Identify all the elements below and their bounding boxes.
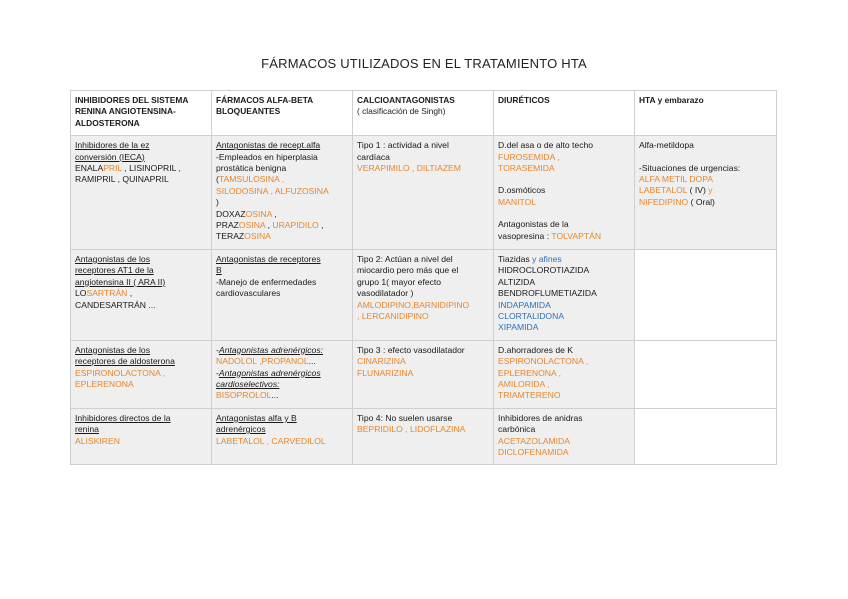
- cell-line: [357, 300, 489, 311]
- header-title: CALCIOANTAGONISTAS: [357, 95, 455, 105]
- cell-text: Tipo 4: No suelen usarse: [357, 412, 453, 423]
- cell-line: [216, 277, 348, 288]
- cell-line: [639, 163, 772, 174]
- cell-line: [216, 265, 348, 276]
- cell-text: Tiazidas: [498, 253, 533, 264]
- table-row: [71, 340, 777, 408]
- cell-text: BENDROFLUMETIAZIDA: [498, 288, 597, 299]
- table-cell: [353, 136, 494, 250]
- table-cell: [71, 340, 212, 408]
- table-cell: [71, 408, 212, 465]
- cell-line: [498, 345, 630, 356]
- table-cell-empty: [635, 249, 777, 340]
- table-cell: [494, 136, 635, 250]
- cell-line: [639, 140, 772, 151]
- cell-text: -: [216, 344, 219, 355]
- cell-line: [357, 424, 489, 435]
- table-cell: [635, 136, 777, 250]
- cell-line: [357, 152, 489, 163]
- cell-line: [498, 254, 630, 265]
- cell-text: vasopresina :: [498, 230, 552, 241]
- cell-text: TERAZ: [216, 231, 245, 242]
- table-cell: [353, 249, 494, 340]
- table-row: [71, 136, 777, 250]
- cell-text: HIDROCLOROTIAZIDA: [498, 265, 590, 276]
- cell-line: [216, 436, 348, 447]
- cell-text: ALTIZIDA: [498, 276, 536, 287]
- cell-text: Antagonistas de los: [75, 344, 151, 355]
- cell-text: ( IV): [687, 185, 709, 196]
- cell-line: [357, 277, 489, 288]
- cell-spacer: [498, 208, 630, 219]
- cell-text: ...: [308, 356, 316, 367]
- table-cell: [353, 340, 494, 408]
- cell-text: SARTRÁN: [86, 288, 128, 299]
- table-cell-empty: [635, 408, 777, 465]
- cell-line: [498, 163, 630, 174]
- cell-line: [498, 436, 630, 447]
- cell-line: [357, 413, 489, 424]
- cell-line: [498, 424, 630, 435]
- cell-text: Antagonistas de la: [498, 219, 569, 230]
- cell-text: TOLVAPTÁN: [551, 230, 602, 241]
- cell-line: [75, 356, 207, 367]
- cell-line: [216, 209, 348, 220]
- table-cell: [494, 249, 635, 340]
- cell-text: TORASEMIDA: [498, 163, 555, 174]
- cell-line: [216, 288, 348, 299]
- cell-line: [357, 163, 489, 174]
- cell-text: EPLERENONA: [75, 378, 134, 389]
- header-cell: [494, 91, 635, 136]
- cell-line: [498, 197, 630, 208]
- cell-line: [498, 288, 630, 299]
- cell-text: ALISKIREN: [75, 435, 120, 446]
- cell-text: FUROSEMIDA ,: [498, 151, 560, 162]
- cell-line: [498, 447, 630, 458]
- cell-text: ): [216, 197, 219, 208]
- cell-line: [216, 368, 348, 379]
- table-cell: [353, 408, 494, 465]
- cell-text: vasodilatador ): [357, 288, 414, 299]
- cell-text: receptores AT1 de la: [75, 265, 154, 276]
- cell-line: [498, 311, 630, 322]
- header-title: DIURÉTICOS: [498, 95, 550, 105]
- cell-line: [498, 185, 630, 196]
- cell-text: cardiovasculares: [216, 288, 281, 299]
- cell-text: Antagonistas de los: [75, 253, 151, 264]
- cell-line: [75, 413, 207, 424]
- cell-text: ,: [265, 220, 273, 231]
- cell-line: [498, 356, 630, 367]
- cell-text: Antagonistas de recept.alfa: [216, 140, 321, 151]
- cell-text: TRIAMTERENO: [498, 390, 561, 401]
- header-cell: [71, 91, 212, 136]
- cell-line: [75, 174, 207, 185]
- cell-text: BISOPROLOL: [216, 390, 272, 401]
- cell-line: [75, 424, 207, 435]
- cell-text: y afines: [532, 253, 562, 264]
- cell-text: Tipo 2: Actúan a nivel del: [357, 253, 453, 264]
- cell-text: ACETAZOLAMIDA: [498, 435, 570, 446]
- cell-line: [498, 265, 630, 276]
- cell-text: DOXAZ: [216, 208, 246, 219]
- cell-text: ( Oral): [688, 196, 715, 207]
- cell-line: [357, 254, 489, 265]
- cell-line: [75, 277, 207, 288]
- cell-text: LO: [75, 288, 87, 299]
- document-title: FÁRMACOS UTILIZADOS EN EL TRATAMIENTO HTA: [261, 56, 587, 71]
- cell-text: -Situaciones de urgencias:: [639, 162, 741, 173]
- cell-line: [216, 379, 348, 390]
- header-title: INHIBIDORES DEL SISTEMA RENINA ANGIOTENSINA-ALDOSTERONA: [75, 95, 189, 128]
- cell-text: ...: [271, 390, 279, 401]
- cell-text: -: [216, 367, 219, 378]
- cell-line: [75, 152, 207, 163]
- cell-text: , LISINOPRIL ,: [121, 163, 181, 174]
- cell-text: adrenérgicos: [216, 424, 266, 435]
- cell-text: ESPIRONOLACTONA ,: [75, 367, 166, 378]
- cell-text: CLORTALIDONA: [498, 310, 565, 321]
- table-cell: [212, 408, 353, 465]
- cell-text: grupo 1( mayor efecto: [357, 276, 442, 287]
- table-cell: [212, 340, 353, 408]
- cell-text: LABETALOL , CARVEDILOL: [216, 435, 326, 446]
- cell-line: [216, 197, 348, 208]
- cell-line: [357, 368, 489, 379]
- cell-line: [639, 174, 772, 185]
- cell-spacer: [639, 152, 772, 163]
- cell-line: [498, 219, 630, 230]
- cell-text: D.osmóticos: [498, 185, 546, 196]
- cell-line: [75, 379, 207, 390]
- cell-text: -Empleados en hiperplasia: [216, 151, 318, 162]
- table-row: [71, 408, 777, 465]
- cell-text: renina: [75, 424, 99, 435]
- cell-text: OSINA: [245, 208, 272, 219]
- cell-text: AMLODIPINO,BARNIDIPINO: [357, 299, 470, 310]
- cell-text: Alfa-metildopa: [639, 140, 694, 151]
- table-row: [71, 249, 777, 340]
- cell-text: SILODOSINA , ALFUZOSINA: [216, 185, 329, 196]
- table-cell: [494, 408, 635, 465]
- cell-text: Inhibidores de la ez: [75, 140, 150, 151]
- cell-text: EPLERENONA ,: [498, 367, 562, 378]
- cell-line: [75, 265, 207, 276]
- cell-line: [75, 345, 207, 356]
- cell-line: [216, 345, 348, 356]
- cell-text: receptores de aldosterona: [75, 356, 175, 367]
- cell-text: Antagonistas adrenérgicos:: [218, 344, 324, 355]
- cell-spacer: [498, 174, 630, 185]
- cell-line: [498, 300, 630, 311]
- cell-line: [498, 152, 630, 163]
- table-cell: [212, 249, 353, 340]
- cell-text: VERAPIMILO , DILTIAZEM: [357, 163, 461, 174]
- cell-text: AMILORIDA ,: [498, 378, 550, 389]
- cell-text: OSINA: [244, 231, 271, 242]
- cell-text: LABETALOL: [639, 185, 688, 196]
- cell-text: RAMIPRIL , QUINAPRIL: [75, 174, 169, 185]
- cell-line: [216, 163, 348, 174]
- cell-line: [498, 140, 630, 151]
- cell-text: B: [216, 265, 222, 276]
- cell-line: [498, 379, 630, 390]
- cell-text: Inhibidores directos de la: [75, 412, 171, 423]
- cell-line: [75, 368, 207, 379]
- header-row: [71, 91, 777, 136]
- cell-line: [498, 413, 630, 424]
- cell-text: PRIL: [103, 163, 122, 174]
- cell-line: [357, 140, 489, 151]
- cell-text: miocardio pero más que el: [357, 265, 459, 276]
- cell-text: XIPAMIDA: [498, 322, 539, 333]
- cell-text: cardioselectivos:: [216, 378, 280, 389]
- header-cell: [212, 91, 353, 136]
- cell-text: D.ahorradores de K: [498, 344, 573, 355]
- cell-line: [216, 413, 348, 424]
- table-cell-empty: [635, 340, 777, 408]
- cell-line: [216, 231, 348, 242]
- cell-line: [357, 265, 489, 276]
- cell-line: [75, 300, 207, 311]
- cell-line: [216, 424, 348, 435]
- cell-text: INDAPAMIDA: [498, 299, 551, 310]
- cell-text: conversión (IECA): [75, 151, 145, 162]
- cell-text: (: [216, 174, 219, 185]
- cell-text: PRAZ: [216, 220, 239, 231]
- cell-text: FLUNARIZINA: [357, 367, 414, 378]
- table-cell: [212, 136, 353, 250]
- cell-text: Tipo 3 : efecto vasodilatador: [357, 344, 465, 355]
- cell-text: Tipo 1 : actividad a nivel: [357, 140, 449, 151]
- cell-text: angiotensina II ( ARA II): [75, 276, 166, 287]
- cell-text: carbónica: [498, 424, 536, 435]
- table-cell: [494, 340, 635, 408]
- cell-text: OSINA: [238, 220, 266, 231]
- table-cell: [71, 136, 212, 250]
- cell-text: BEPRIDILO , LIDOFLAZINA: [357, 424, 466, 435]
- cell-line: [498, 231, 630, 242]
- cell-line: [216, 220, 348, 231]
- cell-text: , LERCANIDIPINO: [357, 310, 429, 321]
- cell-text: Antagonistas adrenérgicos: [218, 367, 321, 378]
- cell-line: [75, 163, 207, 174]
- cell-line: [216, 390, 348, 401]
- cell-line: [216, 174, 348, 185]
- cell-text: ENALA: [75, 163, 104, 174]
- cell-line: [498, 390, 630, 401]
- cell-text: y: [708, 185, 713, 196]
- cell-text: Inhibidores de anidras: [498, 412, 583, 423]
- cell-text: ALFA METIL DOPA: [639, 174, 714, 185]
- cell-line: [498, 277, 630, 288]
- cell-text: ,: [127, 288, 133, 299]
- cell-line: [639, 197, 772, 208]
- cell-text: Antagonistas de receptores: [216, 253, 321, 264]
- header-cell: [353, 91, 494, 136]
- drug-table: [70, 90, 777, 465]
- cell-line: [216, 356, 348, 367]
- cell-text: CINARIZINA: [357, 356, 406, 367]
- header-cell: [635, 91, 777, 136]
- cell-text: Antagonistas alfa y B: [216, 412, 297, 423]
- header-subtitle: ( clasificación de Singh): [357, 106, 446, 117]
- cell-line: [357, 288, 489, 299]
- cell-text: D.del asa o de alto techo: [498, 140, 594, 151]
- cell-text: NADOLOL ,PROPANOL: [216, 356, 309, 367]
- cell-text: TAMSULOSINA ,: [218, 174, 285, 185]
- cell-text: -Manejo de enfermedades: [216, 276, 317, 287]
- cell-line: [75, 288, 207, 299]
- cell-text: URAPIDILO: [272, 220, 319, 231]
- table-cell: [71, 249, 212, 340]
- cell-text: ,: [271, 208, 277, 219]
- cell-line: [498, 322, 630, 333]
- cell-text: CANDESARTRÁN ...: [75, 299, 156, 310]
- header-title: FÁRMACOS ALFA-BETA BLOQUEANTES: [216, 95, 313, 117]
- cell-line: [216, 186, 348, 197]
- cell-line: [498, 368, 630, 379]
- cell-text: DICLOFENAMIDA: [498, 446, 569, 457]
- cell-text: prostática benigna: [216, 163, 287, 174]
- cell-text: MANITOL: [498, 196, 537, 207]
- cell-line: [216, 254, 348, 265]
- cell-line: [216, 152, 348, 163]
- cell-line: [75, 140, 207, 151]
- cell-line: [75, 254, 207, 265]
- cell-text: cardíaca: [357, 151, 390, 162]
- cell-text: NIFEDIPINO: [639, 196, 689, 207]
- cell-line: [357, 356, 489, 367]
- cell-line: [75, 436, 207, 447]
- cell-text: ESPIRONOLACTONA ,: [498, 356, 589, 367]
- cell-text: ,: [318, 220, 324, 231]
- cell-line: [357, 345, 489, 356]
- cell-line: [357, 311, 489, 322]
- cell-line: [639, 185, 772, 196]
- cell-line: [216, 140, 348, 151]
- header-title: HTA y embarazo: [639, 95, 704, 105]
